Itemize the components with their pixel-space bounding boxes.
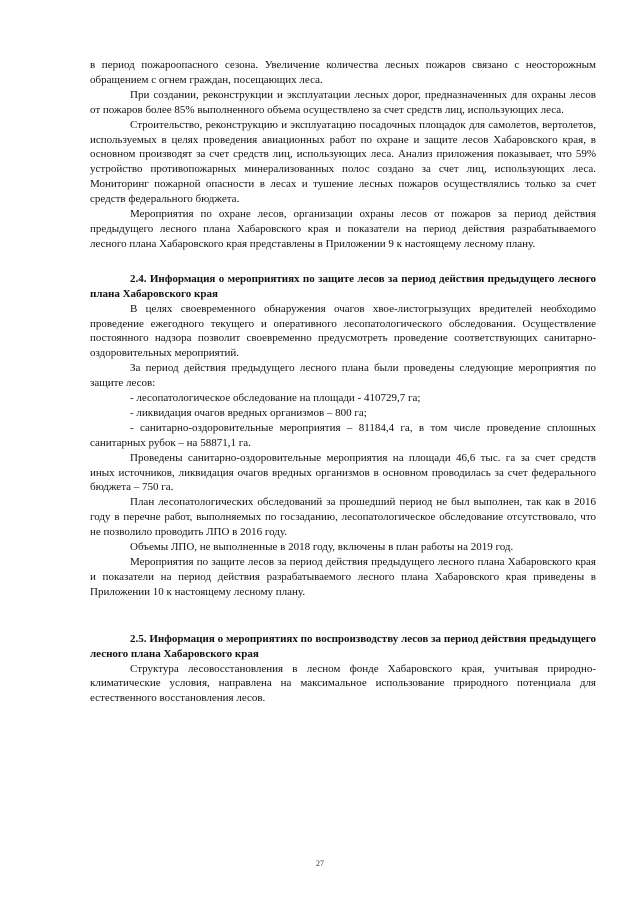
paragraph: Структура лесовосстановления в лесном фонде Хабаровского края, учитывая природно-климатические условия, направлена на максимальное использование природного потенциала для естественного восстановления лесов. (90, 662, 596, 705)
paragraph: Объемы ЛПО, не выполненные в 2018 году, включены в план работы на 2019 год. (130, 541, 514, 554)
list-item: - лесопатологическое обследование на площади - 410729,7 га; (130, 392, 421, 405)
paragraph: При создании, реконструкции и эксплуатации лесных дорог, предназначенных для охраны лесов от пожаров более 85% выполненного объема осуществлено за счет средств лиц, использующих леса. (90, 88, 596, 116)
paragraph: План лесопатологических обследований за прошедший период не был выполнен, так как в 2016 году в перечне работ, выполняемых по госзаданию, лесопатологическое обследование отсутствовало, что не позволило проводить ЛПО в 2016 году. (90, 496, 596, 539)
section-spacer (90, 600, 596, 632)
list-item: - ликвидация очагов вредных организмов – 800 га; (130, 406, 367, 419)
section-heading-2-4: 2.4. Информация о мероприятиях по защите лесов за период действия предыдущего лесного плана Хабаровского края (90, 272, 596, 300)
section-heading-2-5: 2.5. Информация о мероприятиях по воспроизводству лесов за период действия предыдущего лесного плана Хабаровского края (90, 632, 596, 660)
paragraph: За период действия предыдущего лесного плана были проведены следующие мероприятия по защите лесов: (90, 362, 596, 390)
section-spacer (90, 252, 596, 272)
paragraph: В целях своевременного обнаружения очагов хвое-листогрызущих вредителей необходимо проведение ежегодного текущего и оперативного лесопатологического обследования. Осуществление постоянного надзора позволит своевременно предусмотреть проведение соответствующих санитарно-оздоровительных мероприятий. (90, 302, 596, 360)
paragraph: Мероприятия по охране лесов, организации охраны лесов от пожаров за период действия предыдущего лесного плана Хабаровского края и показатели на период действия разрабатываемого лесного плана Хабаровского края представлены в Приложении 9 к настоящему лесному плану. (90, 208, 596, 250)
paragraph: Мероприятия по защите лесов за период действия предыдущего лесного плана Хабаровского края и показатели на период действия разрабатываемого лесного плана Хабаровского края приведены в Приложении 10 к настоящему лесному плану. (90, 556, 596, 598)
list-item: - санитарно-оздоровительные мероприятия – 81184,4 га, в том числе проведение сплошных санитарных рубок – на 58871,1 га. (90, 421, 596, 449)
paragraph: Проведены санитарно-оздоровительные мероприятия на площади 46,6 тыс. га за счет средств иных источников, ликвидация очагов вредных организмов в основном проводилась за счет федерального бюджета – 750 га. (90, 451, 596, 494)
paragraph: в период пожароопасного сезона. Увеличение количества лесных пожаров связано с неосторожным обращением с огнем граждан, посещающих леса. (90, 59, 596, 86)
page-number: 27 (316, 859, 324, 868)
paragraph: Строительство, реконструкцию и эксплуатацию посадочных площадок для самолетов, вертолетов, используемых в целях проведения авиационных работ по охране и защите лесов Хабаровского края, в основном производят за счет средств лиц, использующих леса. Анализ приложения показывает, что 59% устройство противопожарных минерализованных полос создано за счет лиц, использующих леса. Мониторинг пожарной опасности в лесах и тушение лесных пожаров осуществлялись только за счет средств федерального бюджета. (90, 118, 596, 206)
page-content (90, 58, 596, 706)
